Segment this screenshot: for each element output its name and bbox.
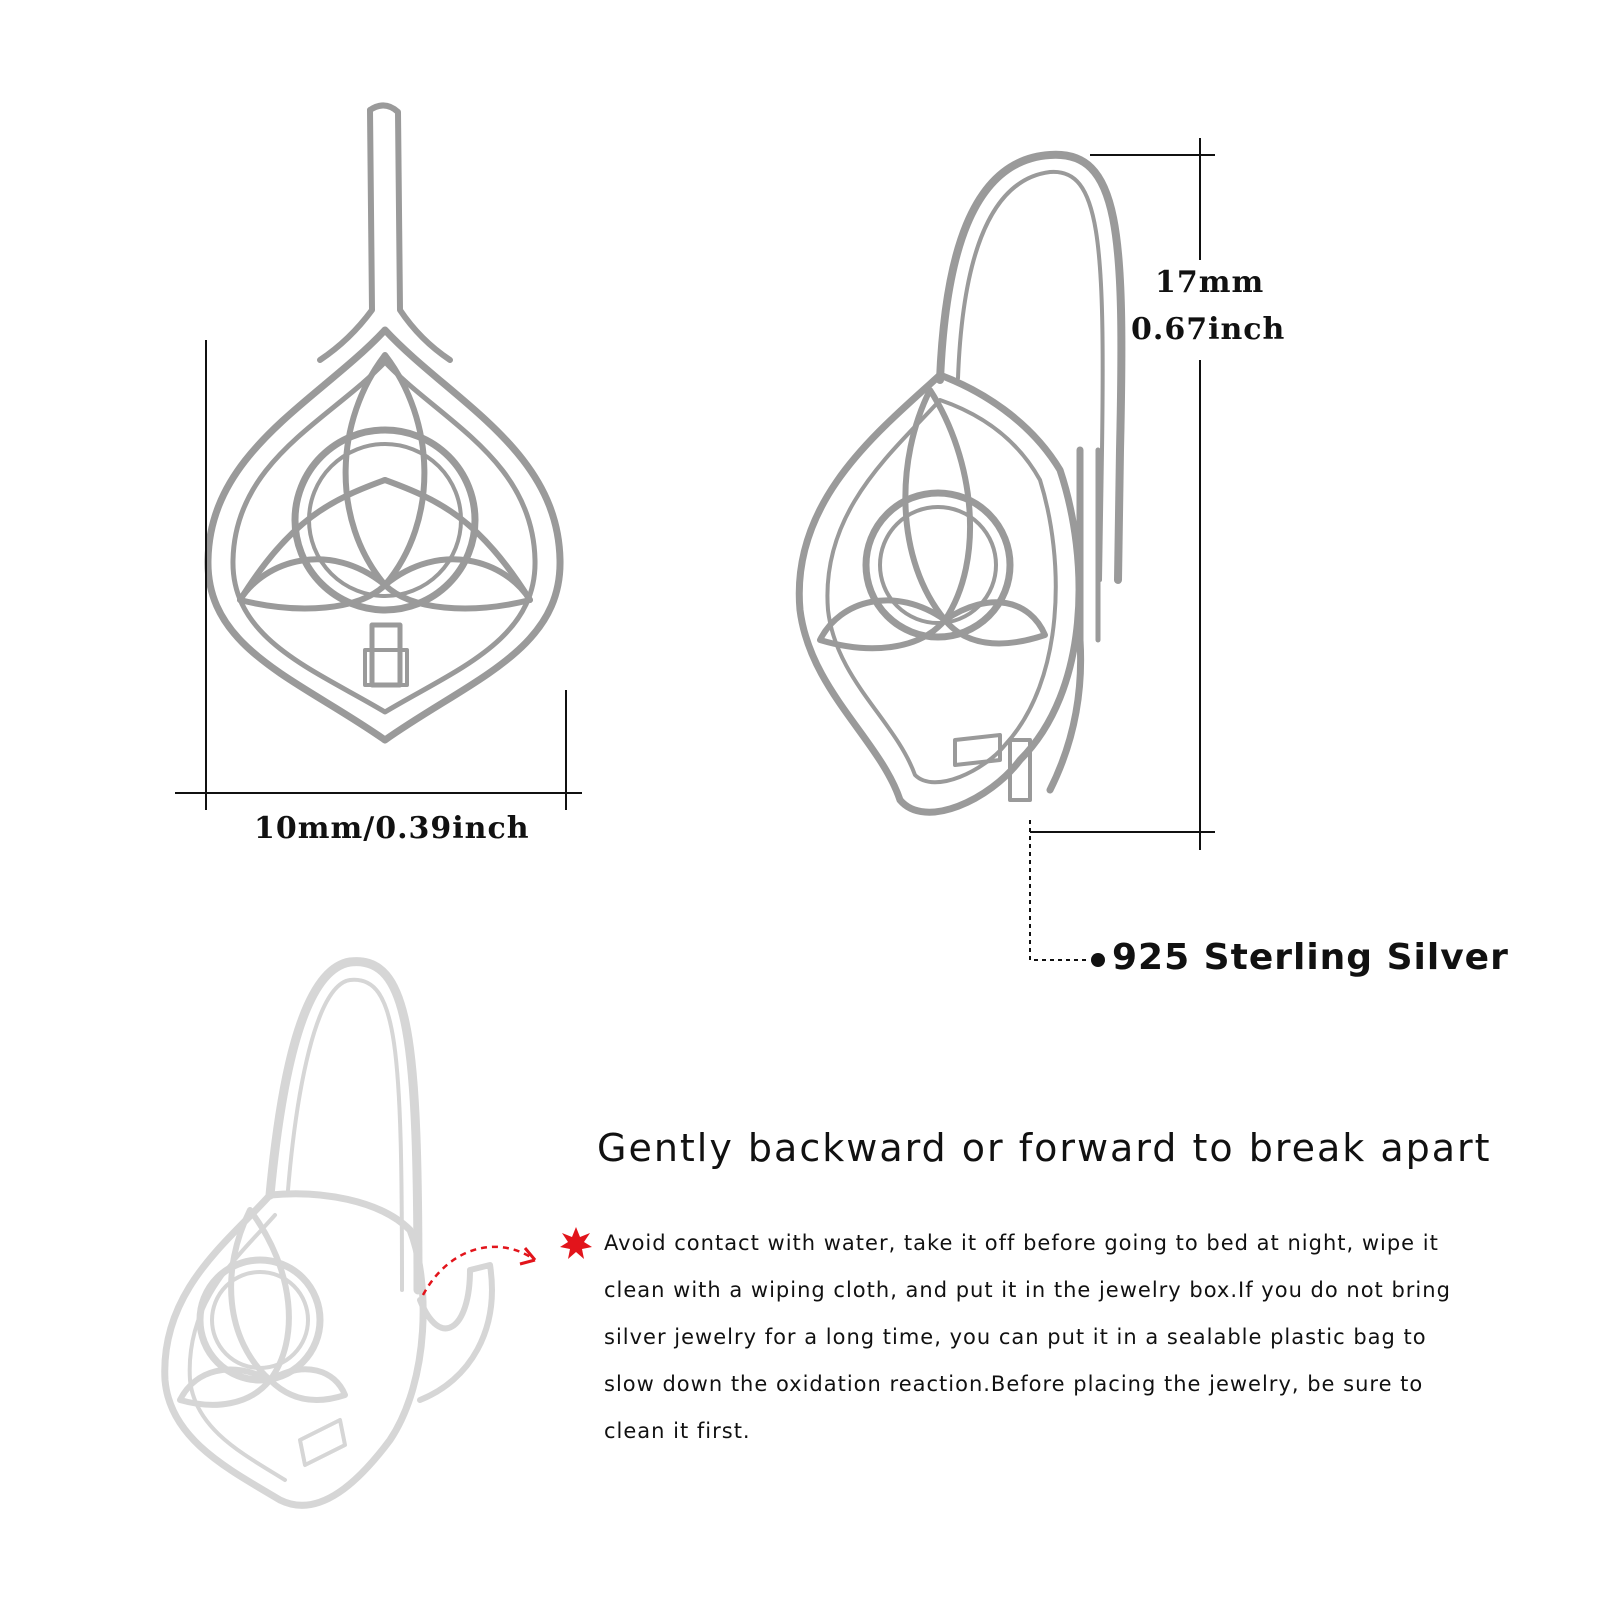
side-view-earring (799, 155, 1121, 812)
material-label: 925 Sterling Silver (1112, 937, 1509, 978)
instructions-headline: Gently backward or forward to break apart (597, 1126, 1492, 1170)
height-dimension-mm-label: 17mm (1155, 265, 1265, 300)
care-instructions-text: Avoid contact with water, take it off before going to bed at night, wipe it clean with a wiping cloth, and put it in the jewelry box.If you do not bring silver jewelry for a long time, you can put it in a sealable plastic bag to slow down the oxidation reaction.Before placing the jewelry, be sure to clean it first. (604, 1231, 1451, 1443)
height-dimension-inch-label: 0.67inch (1131, 312, 1286, 347)
width-dimension-label: 10mm/0.39inch (254, 811, 530, 846)
open-direction-arrow (423, 1247, 535, 1295)
front-view-earring (208, 105, 560, 740)
dot-icon (1091, 953, 1105, 967)
opened-earring (165, 962, 492, 1506)
material-leader-line (1030, 820, 1090, 960)
starburst-icon (560, 1227, 592, 1259)
